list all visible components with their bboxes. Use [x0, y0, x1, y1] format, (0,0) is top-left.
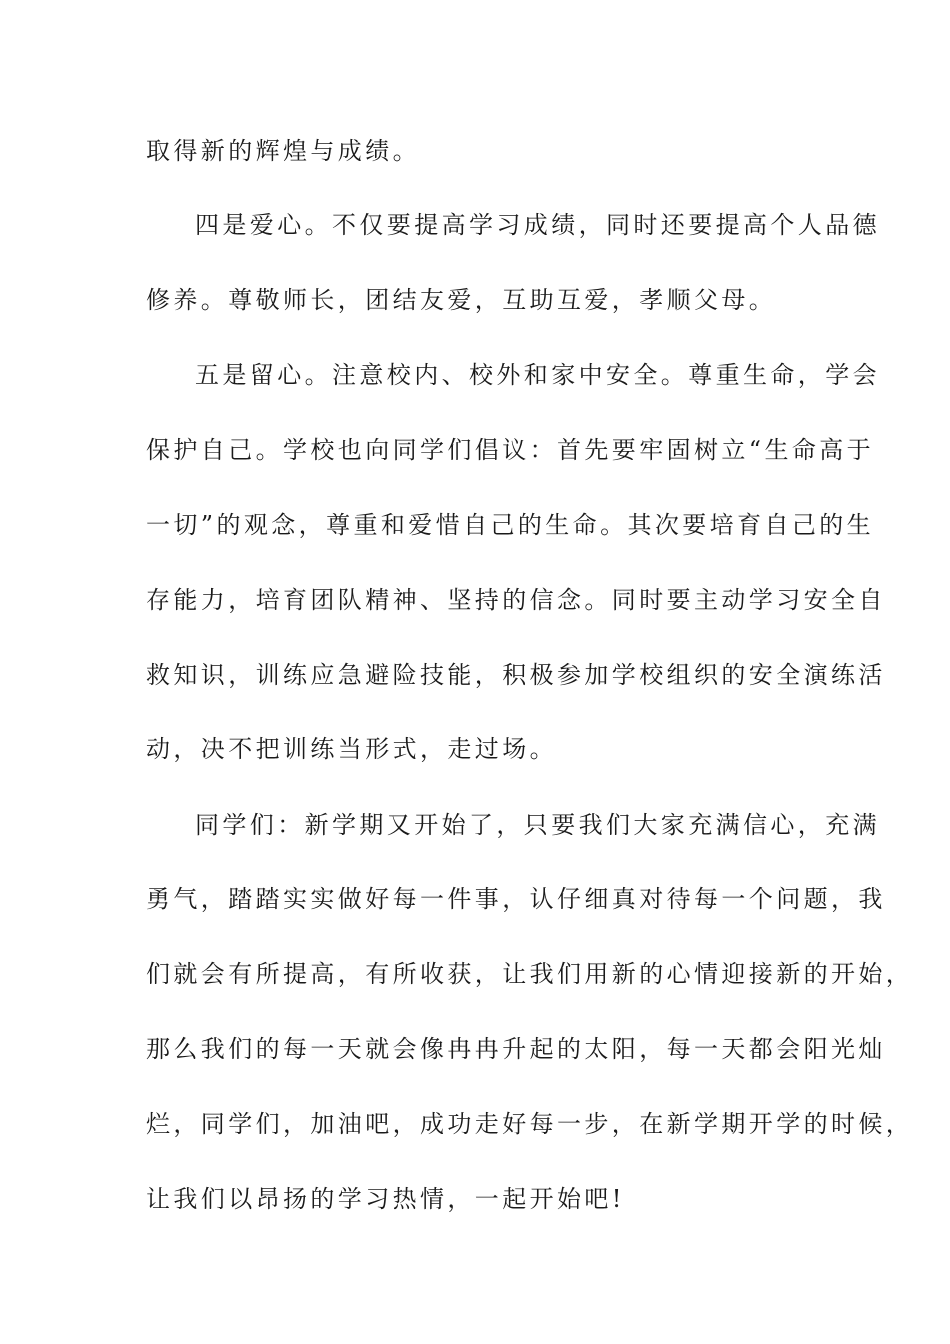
- text-line: 修养。尊敬师长，团结友爱，互助互爱，孝顺父母。: [146, 286, 777, 314]
- text-line: 取得新的辉煌与成绩。: [146, 137, 420, 165]
- paragraph-first-line: 四是爱心。不仅要提高学习成绩，同时还要提高个人品德: [195, 211, 880, 239]
- text-line: 勇气，踏踏实实做好每一件事，认仔细真对待每一个问题，我: [146, 885, 886, 913]
- text-line: 一切”的观念，尊重和爱惜自己的生命。其次要培育自己的生: [146, 511, 875, 539]
- paragraph-first-line: 同学们：新学期又开始了，只要我们大家充满信心，充满: [195, 811, 880, 839]
- text-line: 让我们以昂扬的学习热情，一起开始吧!: [146, 1185, 625, 1213]
- text-line: 那么我们的每一天就会像冉冉升起的太阳，每一天都会阳光灿: [146, 1035, 886, 1063]
- text-line: 烂，同学们，加油吧，成功走好每一步，在新学期开学的时候，: [146, 1110, 914, 1138]
- text-line: 救知识，训练应急避险技能，积极参加学校组织的安全演练活: [146, 661, 886, 689]
- paragraph-first-line: 五是留心。注意校内、校外和家中安全。尊重生命，学会: [195, 361, 880, 389]
- text-line: 保护自己。学校也向同学们倡议：首先要牢固树立“生命高于: [146, 436, 875, 464]
- text-line: 存能力，培育团队精神、坚持的信念。同时要主动学习安全自: [146, 586, 886, 614]
- text-line: 动，决不把训练当形式，走过场。: [146, 735, 557, 763]
- text-line: 们就会有所提高，有所收获，让我们用新的心情迎接新的开始，: [146, 960, 914, 988]
